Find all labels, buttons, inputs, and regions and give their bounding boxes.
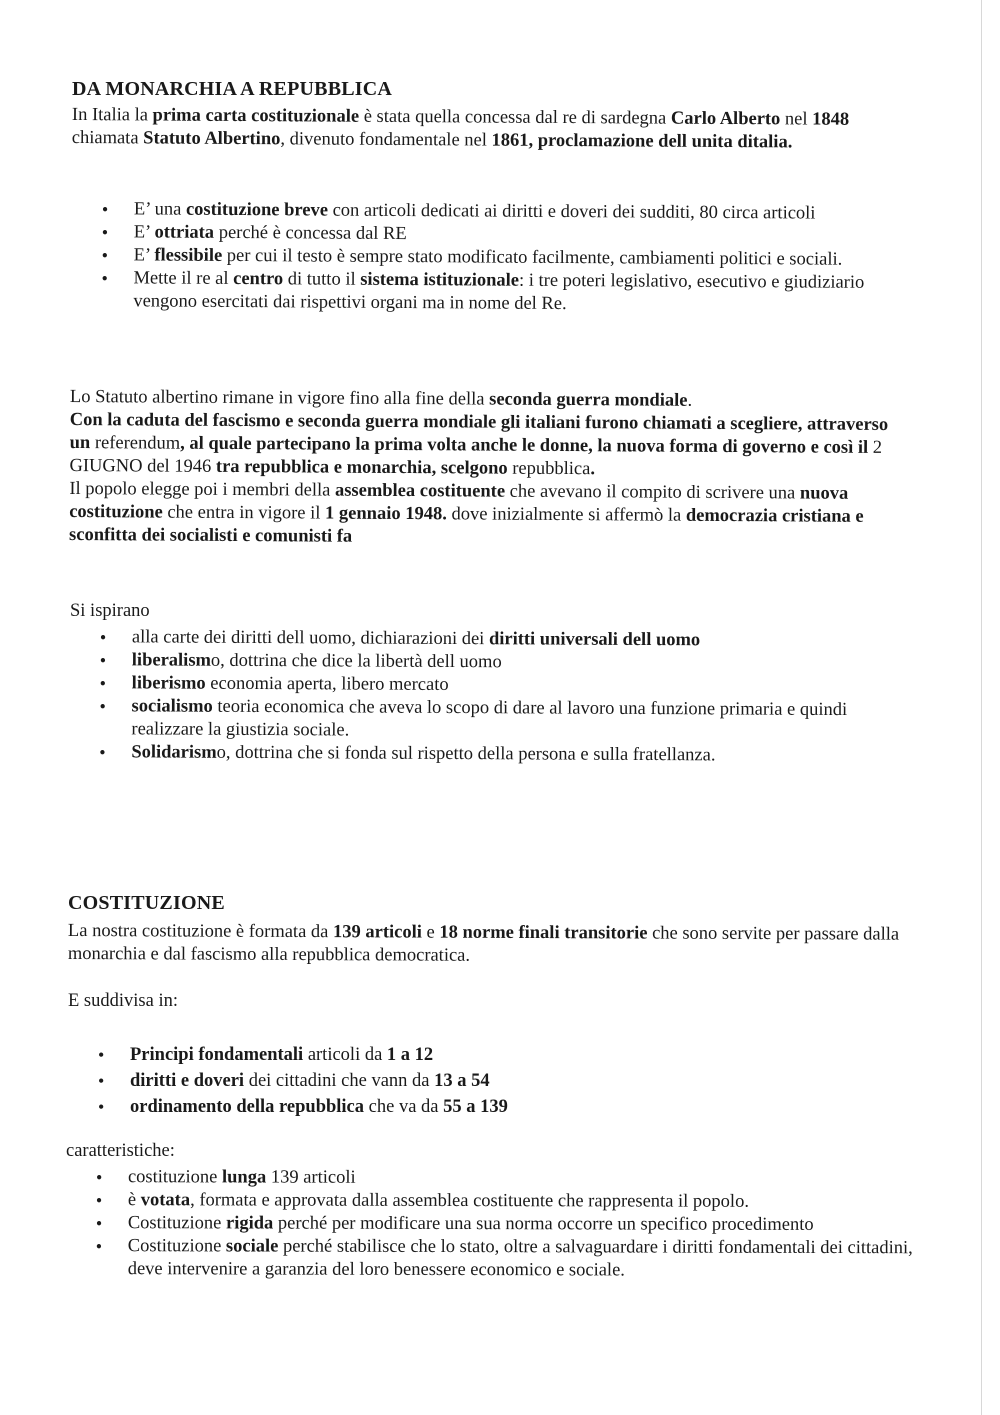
text: nel (780, 109, 813, 130)
section-title-monarchia: DA MONARCHIA A REPUBBLICA (72, 78, 393, 100)
text: : i tre poteri legislativo, esecutivo e giudiziario vengono esercitati dai rispettivi organi ma in nome del Re. (133, 270, 865, 315)
text: Mette il re al (133, 268, 234, 289)
text: articoli da (303, 1045, 387, 1065)
text: Il popolo elegge poi i membri della (69, 478, 336, 501)
text: perché stabilisce che lo stato, oltre a salvaguardare i diritti fondamentali dei cittadini, deve intervenire a garanzia del loro benessere economico e sociale. (127, 1236, 913, 1281)
bold-text: , al quale partecipano la prima volta anche le donne, la nuova forma di governo e così il (180, 433, 873, 458)
bold-text: 1848 (812, 109, 850, 130)
list-item (68, 1068, 918, 1094)
bold-text: Solidarism (131, 742, 217, 763)
text: 139 articoli (266, 1167, 356, 1188)
intro-paragraph (72, 104, 902, 155)
text: che va da (364, 1097, 444, 1117)
list-item (71, 267, 901, 318)
list-item (68, 1042, 918, 1068)
text: chiamata (71, 127, 144, 149)
bold-text: prima carta costituzionale (152, 105, 360, 127)
list-item (69, 741, 899, 768)
history-paragraph (69, 386, 910, 552)
text: , formata e approvata dalla assemblea costituente che rappresenta il popolo. (190, 1190, 749, 1212)
text: repubblica (512, 458, 591, 480)
bold-text: ottriata (154, 222, 215, 243)
text: e (421, 922, 440, 943)
bold-text: sociale (225, 1236, 279, 1257)
text: che avevano il compito di scrivere una (505, 481, 800, 504)
subdivision-list (68, 1042, 918, 1120)
costituzione-paragraph (68, 920, 918, 970)
bold-text: nuova costituzione (69, 483, 849, 523)
text: E’ (133, 245, 155, 266)
bold-text: ordinamento della repubblica (130, 1097, 365, 1117)
statuto-features-list (71, 198, 902, 318)
page-edge (981, 0, 982, 1415)
bold-text: costituzione breve (185, 199, 329, 221)
bold-text: diritti universali dell uomo (488, 629, 701, 651)
bold-text: rigida (225, 1213, 274, 1234)
text: . (687, 390, 693, 411)
bold-text: votata (140, 1190, 191, 1211)
bold-text: centro (233, 268, 284, 290)
text: La nostra costituzione è formata da (67, 921, 334, 943)
bold-text: liberalism (131, 650, 212, 671)
bold-text: 139 articoli (332, 922, 422, 943)
text: che entra in vigore il (162, 502, 326, 524)
text: perché è concessa dal RE (214, 222, 407, 245)
bold-text: tra repubblica e monarchia, scelgono (211, 456, 513, 479)
list-item (66, 1235, 936, 1283)
bold-text: flessibile (154, 245, 223, 266)
characteristics-lead: caratteristiche: (66, 1141, 175, 1161)
text: che sono servite per passare dalla monarchia e dal fascismo alla repubblica democratica. (67, 923, 900, 966)
bold-text: . (590, 459, 596, 480)
text: o, dottrina che si fonda sul rispetto della persona e sulla fratellanza. (216, 742, 716, 766)
text: è stata quella concessa dal re di sardegna (359, 106, 671, 129)
bold-text: assemblea costituente (334, 480, 506, 502)
text: costituzione (127, 1167, 223, 1188)
text: Lo Statuto albertino rimane in vigore fino alla fine della (69, 386, 490, 410)
list-item (68, 1094, 918, 1120)
bold-text: 1 gennaio 1948. (325, 503, 447, 525)
text: Costituzione (127, 1213, 227, 1234)
text: perché per modificare una sua norma occorre un specifico procedimento (273, 1213, 814, 1235)
bold-text: 18 norme finali transitorie (439, 922, 648, 944)
text: dove inizialmente si affermò la (446, 504, 686, 526)
bold-text: 1 a 12 (386, 1045, 434, 1065)
bold-text: 55 a 139 (443, 1097, 508, 1117)
text: o, dottrina che dice la libertà dell uomo (210, 650, 502, 673)
section-title-costituzione: COSTITUZIONE (68, 892, 225, 914)
text: alla carte dei diritti dell uomo, dichiarazioni dei (131, 627, 490, 650)
bold-text: seconda guerra mondiale (489, 389, 688, 411)
characteristics-list (66, 1166, 936, 1283)
text: teoria economica che aveva lo scopo di dare al lavoro una funzione primaria e quindi realizzare la giustizia sociale. (131, 696, 848, 741)
text: E’ una (133, 199, 187, 220)
bold-text: Statuto Albertino (143, 128, 281, 150)
text: 2 GIUGNO del 1946 (69, 437, 883, 477)
bold-text: Con la caduta del fascismo e seconda guerra mondiale gli italiani furono chiamati a scegliere, attraverso un (69, 409, 889, 454)
list-item (66, 1166, 936, 1191)
bold-text: socialismo (131, 696, 213, 717)
text: con articoli dedicati ai diritti e doveri dei sudditi, 80 circa articoli (327, 200, 816, 224)
text: Costituzione (127, 1236, 226, 1257)
bold-text: sistema istituzionale (360, 269, 520, 291)
bold-text: 1861, proclamazione dell unita ditalia. (491, 130, 793, 153)
text: dei cittadini che vann da (244, 1071, 435, 1091)
bold-text: diritti e doveri (130, 1071, 245, 1091)
inspiration-lead: Si ispirano (70, 601, 150, 621)
text: In Italia la (71, 104, 153, 126)
text: per cui il testo è sempre stato modificato facilmente, cambiamenti politici e sociali. (222, 245, 843, 270)
text: è (127, 1190, 141, 1211)
text: di tutto il (283, 269, 361, 290)
text: economia aperta, libero mercato (205, 673, 449, 695)
bold-text: liberismo (131, 673, 206, 694)
text: , divenuto fondamentale nel (280, 129, 492, 151)
text: E’ (133, 222, 155, 243)
list-item (66, 1212, 936, 1237)
bold-text: 13 a 54 (434, 1071, 490, 1091)
bold-text: lunga (221, 1167, 267, 1188)
inspiration-list (69, 626, 900, 768)
text: referendum (94, 433, 181, 454)
subdivision-lead: E suddivisa in: (68, 991, 178, 1011)
list-item (69, 695, 899, 745)
bold-text: democrazia cristiana e sconfitta dei socialisti e comunisti fa (69, 505, 864, 547)
list-item (66, 1189, 936, 1214)
bold-text: Principi fondamentali (130, 1045, 304, 1065)
bold-text: Carlo Alberto (670, 108, 781, 130)
